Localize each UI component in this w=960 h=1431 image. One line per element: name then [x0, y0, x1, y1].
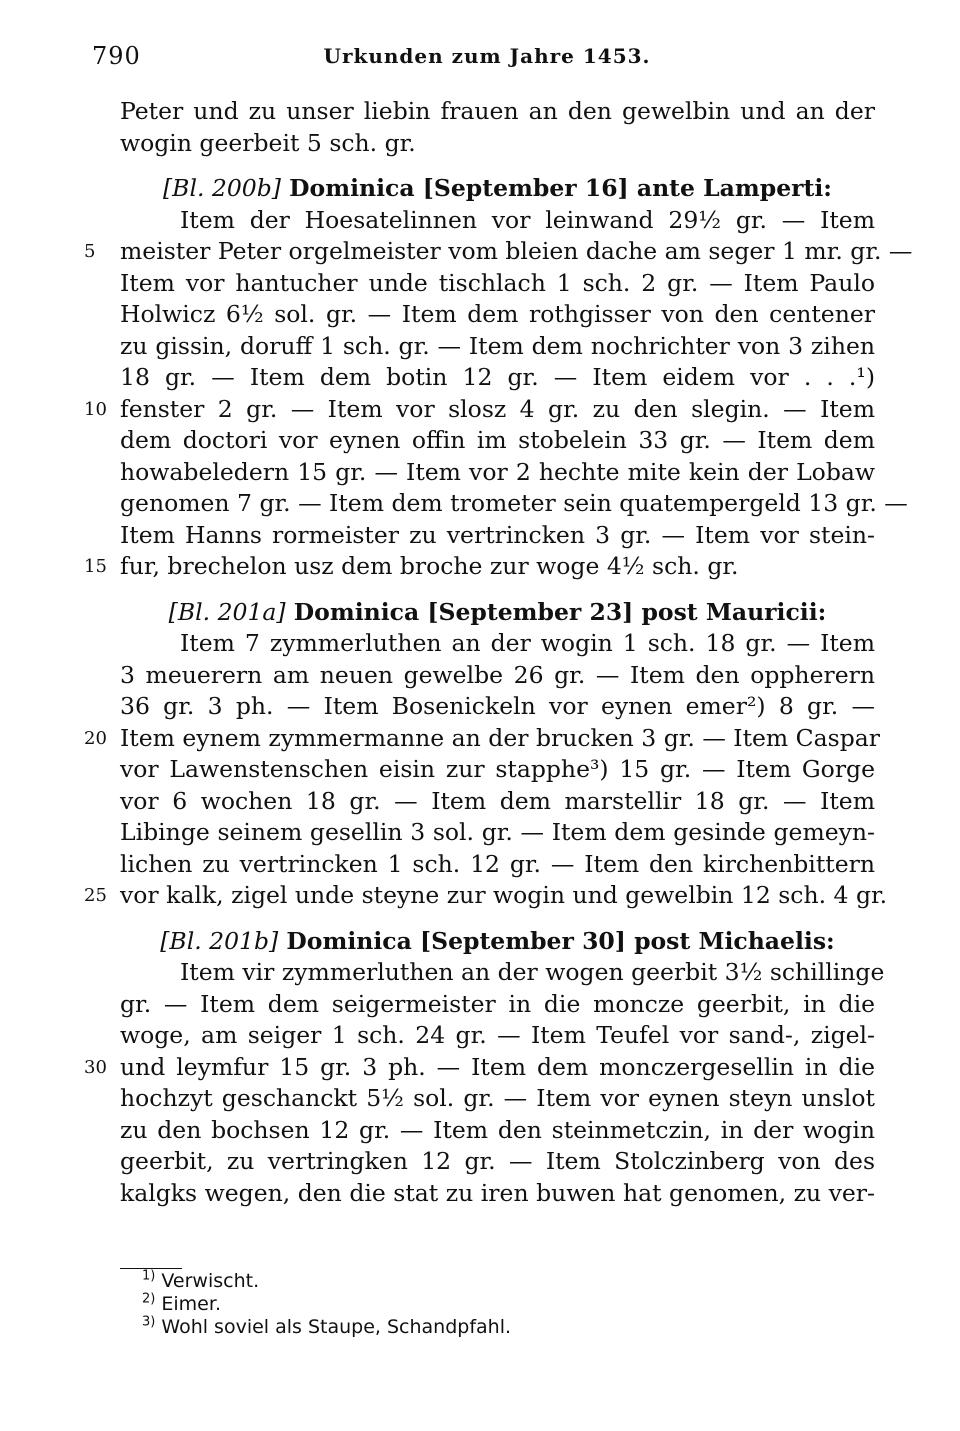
- text-line: Peter und zu unser liebin frauen an den gewelbin und an der: [120, 97, 875, 125]
- section-title: Dominica [September 23] post Mauricii:: [293, 597, 827, 626]
- footnote: [142, 1316, 642, 1339]
- text-line: 10 fenster 2 gr. — Item vor slosz 4 gr. zu den slegin. — Item: [120, 394, 875, 426]
- section-heading: [120, 926, 875, 958]
- section-title: Dominica [September 16] ante Lamperti:: [289, 174, 832, 202]
- text-line: Item Hanns rormeister zu vertrincken 3 gr. — Item vor stein-: [120, 520, 875, 549]
- footnote-mark: 1): [142, 1268, 156, 1284]
- text-body: [84, 96, 913, 1209]
- text-line: dem doctori vor eynen offin im stobelein 33 gr. — Item dem: [120, 426, 875, 454]
- folio-reference: [Bl. 201a]: [168, 597, 286, 626]
- text-line: vor 6 wochen 18 gr. — Item dem marstellir 18 gr. — Item: [120, 786, 875, 815]
- text-line: geerbit, zu vertringken 12 gr. — Item Stolczinberg von des: [120, 1147, 875, 1175]
- line-number: 20: [84, 727, 107, 749]
- text-line: 25 vor kalk, zigel unde steyne zur wogin und gewelbin 12 sch. 4 gr.: [120, 880, 875, 912]
- line-number: 15: [84, 556, 107, 577]
- footnote-text: Wohl soviel als Staupe, Schandpfahl.: [161, 1316, 512, 1338]
- text-line: lichen zu vertrincken 1 sch. 12 gr. — Item den kirchenbittern: [120, 849, 875, 878]
- page-number: 790: [92, 42, 141, 70]
- running-title: Urkunden zum Jahre 1453.: [323, 44, 651, 68]
- text-line: 36 gr. 3 ph. — Item Bosenickeln vor eynen emer²) 8 gr. —: [120, 692, 875, 720]
- text-line: 3 meuerern am neuen gewelbe 26 gr. — Item den oppherern: [120, 660, 875, 689]
- text-line: zu gissin, doruff 1 sch. gr. — Item dem nochrichter von 3 zihen: [120, 331, 875, 360]
- footnote: [142, 1270, 642, 1293]
- line-number: 30: [84, 1056, 107, 1078]
- footnote: [142, 1293, 642, 1316]
- text-line: Item 7 zymmerluthen an der wogin 1 sch. 18 gr. — Item: [180, 629, 875, 657]
- text-line: Item vor hantucher unde tischlach 1 sch. 2 gr. — Item Paulo: [120, 268, 875, 297]
- text-line: hochzyt geschanckt 5½ sol. gr. — Item vor eynen steyn unslot: [120, 1084, 875, 1112]
- text-line: woge, am seiger 1 sch. 24 gr. — Item Teufel vor sand-, zigel-: [120, 1021, 875, 1049]
- section-heading: [120, 597, 875, 629]
- text-line: 5 meister Peter orgelmeister vom bleien dache am seger 1 mr. gr. —: [120, 236, 875, 268]
- line-number: 25: [84, 885, 107, 906]
- text-line: Item vir zymmerluthen an der wogen geerbit 3½ schillinge: [180, 958, 885, 986]
- text-line: 20 Item eynem zymmermanne an der brucken 3 gr. — Item Caspar: [120, 723, 875, 755]
- text-line: vor Lawenstenschen eisin zur stapphe³) 15 gr. — Item Gorge: [120, 755, 875, 783]
- footnotes: [142, 1270, 642, 1339]
- text-line: gr. — Item dem seigermeister in die moncze geerbit, in die: [120, 989, 875, 1018]
- page-header: [92, 42, 882, 82]
- line-number: 10: [84, 398, 107, 420]
- text-line: Item der Hoesatelinnen vor leinwand 29½ gr. — Item: [180, 205, 875, 234]
- text-line: Libinge seinem gesellin 3 sol. gr. — Item dem gesinde gemeyn-: [120, 818, 875, 846]
- text-line: kalgks wegen, den die stat zu iren buwen hat genomen, zu ver-: [120, 1178, 875, 1207]
- footnote-text: Verwischt.: [161, 1270, 260, 1292]
- text-line: 30 und leymfur 15 gr. 3 ph. — Item dem monczergesellin in die: [120, 1052, 875, 1084]
- section-title: Dominica [September 30] post Michaelis:: [286, 926, 835, 955]
- text-line: 18 gr. — Item dem botin 12 gr. — Item eidem vor . . .¹): [120, 363, 875, 391]
- footnote-mark: 3): [142, 1314, 156, 1330]
- text-line: zu den bochsen 12 gr. — Item den steinmetczin, in der wogin: [120, 1115, 875, 1144]
- footnote-text: Eimer.: [161, 1293, 221, 1315]
- section-heading: [120, 173, 875, 205]
- text-line: howabeledern 15 gr. — Item vor 2 hechte mite kein der Lobaw: [120, 457, 875, 486]
- footnote-mark: 2): [142, 1291, 156, 1307]
- folio-reference: [Bl. 200b]: [163, 174, 281, 202]
- text-line: wogin geerbeit 5 sch. gr.: [120, 128, 416, 157]
- text-line: Holwicz 6½ sol. gr. — Item dem rothgisser von den centener: [120, 300, 875, 328]
- text-line: genomen 7 gr. — Item dem trometer sein quatempergeld 13 gr. —: [120, 489, 908, 517]
- line-number: 5: [84, 241, 96, 262]
- text-line: 15 fur, brechelon usz dem broche zur woge 4½ sch. gr.: [120, 551, 875, 583]
- folio-reference: [Bl. 201b]: [160, 926, 279, 955]
